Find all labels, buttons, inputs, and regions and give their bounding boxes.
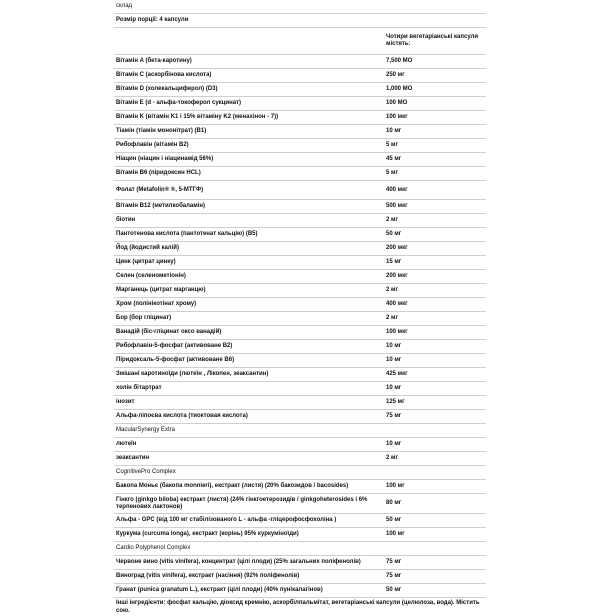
ingredient-amount: 75 мг — [386, 559, 402, 565]
ingredient-name: Виноград (vitis vinifera), екстракт (насіння) (92% поліфенолів) — [116, 573, 300, 579]
ingredient-name: Гранат (punica granatum L.), екстракт (цілі плоди) (40% пунікалагінов) — [116, 587, 323, 593]
ingredient-amount: 200 мкг — [386, 245, 408, 251]
ingredient-name: Гінкго (ginkgo biloba) екстракт (листя) (24% гінкгоетерозидів / ginkgoheterosides і 6% терпенових лактонов) — [116, 496, 368, 510]
table-row — [114, 228, 486, 242]
ingredient-name: холін бітартрат — [116, 385, 162, 391]
ingredient-name: Піридоксаль-5-фосфат (активоване B6) — [116, 357, 235, 363]
table-row — [114, 125, 486, 139]
ingredient-name: Альфа-ліпоєва кислота (тиоктовая кислота) — [116, 413, 248, 419]
ingredient-list — [114, 55, 486, 424]
ingredient-amount: 400 мкг — [386, 301, 408, 307]
ingredient-name: Фолат (Metafolin® ®, 5-МТГФ) — [116, 186, 204, 193]
ingredient-name: Змішані каротиноїди (лютеїн , Лікопен, зеаксантин) — [116, 371, 269, 377]
ingredient-name: Цинк (цитрат цинку) — [116, 259, 176, 265]
table-row — [114, 514, 486, 528]
table-row — [114, 284, 486, 298]
ingredient-amount: 250 мг — [386, 72, 405, 78]
polyphenol-section-title: Cardio Polyphenol Complex — [116, 545, 191, 551]
table-row — [114, 396, 486, 410]
ingredient-amount: 100 мкг — [386, 114, 408, 120]
per-serving-empty — [114, 28, 384, 54]
cognitive-section-row — [114, 466, 486, 480]
ingredient-name: Йод (йодистий калій) — [116, 245, 179, 251]
ingredient-amount: 125 мг — [386, 399, 405, 405]
table-row — [114, 139, 486, 153]
ingredient-amount: 100 мкг — [386, 329, 408, 335]
ingredient-name: Бакопа Моньє (бакопа monnieri), екстракт (листя) (20% бакозидов / bacosides) — [116, 483, 349, 489]
polyphenol-section-row — [114, 542, 486, 556]
table-row — [114, 111, 486, 125]
ingredient-amount: 45 мг — [386, 156, 402, 162]
ingredient-name: Вітамін B6 (піридоксин HCL) — [116, 170, 201, 176]
ingredient-amount: 5 мг — [386, 142, 398, 148]
ingredient-amount: 10 мг — [386, 128, 402, 134]
ingredient-name: Куркума (curcuma longa), екстракт (корінь) 95% куркуміноїди) — [116, 531, 299, 537]
ingredient-name: Ванадій (біс-гліцинат оксо ванадій) — [116, 329, 222, 335]
ingredient-amount: 10 мг — [386, 357, 402, 363]
ingredient-name: Вітамін A (бета-каротину) — [116, 58, 192, 64]
table-row — [114, 340, 486, 354]
ingredient-amount: 10 мг — [386, 441, 402, 447]
ingredient-amount: 200 мкг — [386, 273, 408, 279]
ingredient-name: інозит — [116, 399, 135, 405]
ingredient-amount: 2 мг — [386, 287, 398, 293]
other-ingredients: Інші інгредієнти: фосфат кальцію, діоксид кремнію, аскорбілпальмітат, вегетаріанські капсули (целюлоза, вода). Містить сою. — [116, 600, 480, 614]
table-row — [114, 153, 486, 167]
ingredient-amount: 2 мг — [386, 217, 398, 223]
table-row — [114, 97, 486, 111]
ingredient-amount: 100 мг — [386, 531, 405, 537]
ingredient-amount: 75 мг — [386, 413, 402, 419]
header-title-row — [114, 0, 486, 14]
table-row — [114, 326, 486, 340]
table-row — [114, 242, 486, 256]
cognitive-list — [114, 480, 486, 542]
polyphenol-list — [114, 556, 486, 598]
ingredient-name: Рибофлавін (вітамін B2) — [116, 142, 189, 148]
ingredient-amount: 500 мкг — [386, 203, 408, 209]
ingredient-name: Марганець (цитрат марганцю) — [116, 287, 206, 293]
macular-section-row — [114, 424, 486, 438]
ingredient-name: біотин — [116, 217, 136, 223]
table-row — [114, 494, 486, 514]
ingredient-amount: 100 мг — [386, 483, 405, 489]
ingredient-amount: 100 МО — [386, 100, 408, 106]
ingredient-name: Альфа - GPC (від 100 мг стабілізованого L - альфа -гліцерофосфохоліна ) — [116, 517, 337, 523]
table-row — [114, 167, 486, 181]
table-row — [114, 480, 486, 494]
ingredients-table — [114, 0, 486, 616]
ingredient-name: Вітамін D (холекальциферол) (D3) — [116, 86, 218, 92]
ingredient-name: Тіамін (тіамін мононітрат) (B1) — [116, 128, 207, 134]
ingredient-name: Червоне вино (vitis vinifera), концентрат (цілі плоди) (25% загальних поліфенолів) — [116, 559, 361, 565]
ingredient-amount: 425 мкг — [386, 371, 408, 377]
ingredient-name: Селен (селенометіонін) — [116, 273, 186, 279]
per-serving-row — [114, 28, 486, 55]
macular-list — [114, 438, 486, 466]
ingredient-name: лютеїн — [116, 441, 137, 447]
ingredient-name: Вітамін B12 (метилкобаламін) — [116, 203, 205, 209]
ingredient-name: Вітамін K (вітамін K1 і 15% вітаміну K2 (менахінон - 7)) — [116, 114, 279, 120]
serving-size: Розмір порції: 4 капсули — [116, 17, 189, 23]
ingredient-name: Бор (бор гліцинат) — [116, 315, 172, 321]
header-title: склад — [116, 3, 133, 9]
table-row — [114, 410, 486, 424]
ingredient-amount: 10 мг — [386, 343, 402, 349]
table-row — [114, 181, 486, 200]
table-row — [114, 438, 486, 452]
ingredient-name: Вітамін E (d - альфа-токоферол сукцинат) — [116, 100, 241, 106]
ingredient-amount: 50 мг — [386, 231, 402, 237]
ingredient-amount: 15 мг — [386, 259, 402, 265]
table-row — [114, 556, 486, 570]
table-row — [114, 69, 486, 83]
serving-size-row — [114, 14, 486, 28]
table-row — [114, 214, 486, 228]
table-row — [114, 298, 486, 312]
ingredient-amount: 50 мг — [386, 517, 402, 523]
ingredient-amount: 5 мг — [386, 170, 398, 176]
table-row — [114, 452, 486, 466]
macular-section-title: MacularSynergy Extra — [116, 427, 176, 433]
ingredient-amount: 2 мг — [386, 455, 398, 461]
ingredient-name: Вітамін C (аскорбінова кислота) — [116, 72, 212, 78]
ingredient-amount: 2 мг — [386, 315, 398, 321]
ingredient-name: зеаксантин — [116, 455, 150, 461]
ingredient-name: Рибофлавін-5-фосфат (активоване B2) — [116, 343, 233, 349]
table-row — [114, 200, 486, 214]
ingredient-amount: 400 мкг — [386, 186, 408, 193]
cognitive-section-title: CognitivePro Complex — [116, 469, 176, 475]
ingredient-amount: 1,000 МО — [386, 86, 413, 92]
ingredient-amount: 7,500 МО — [386, 58, 413, 64]
table-row — [114, 570, 486, 584]
per-serving-label: Чотири вегетаріанські капсули містять: — [386, 34, 479, 47]
table-row — [114, 270, 486, 284]
table-row — [114, 354, 486, 368]
table-row — [114, 368, 486, 382]
table-row — [114, 55, 486, 69]
ingredient-name: Пантотенова кислота (пантотенат кальцію) (B5) — [116, 231, 258, 237]
table-row — [114, 312, 486, 326]
table-row — [114, 83, 486, 97]
ingredient-amount: 50 мг — [386, 587, 402, 593]
ingredient-amount: 75 мг — [386, 573, 402, 579]
table-row — [114, 528, 486, 542]
table-row — [114, 382, 486, 396]
ingredient-name: Ніацин (ніацин і ніацинамід 56%) — [116, 156, 214, 162]
table-row — [114, 584, 486, 598]
ingredient-amount: 10 мг — [386, 385, 402, 391]
ingredient-amount: 80 мг — [386, 500, 402, 506]
table-row — [114, 256, 486, 270]
ingredient-name: Хром (полінікотінат хрому) — [116, 301, 197, 307]
